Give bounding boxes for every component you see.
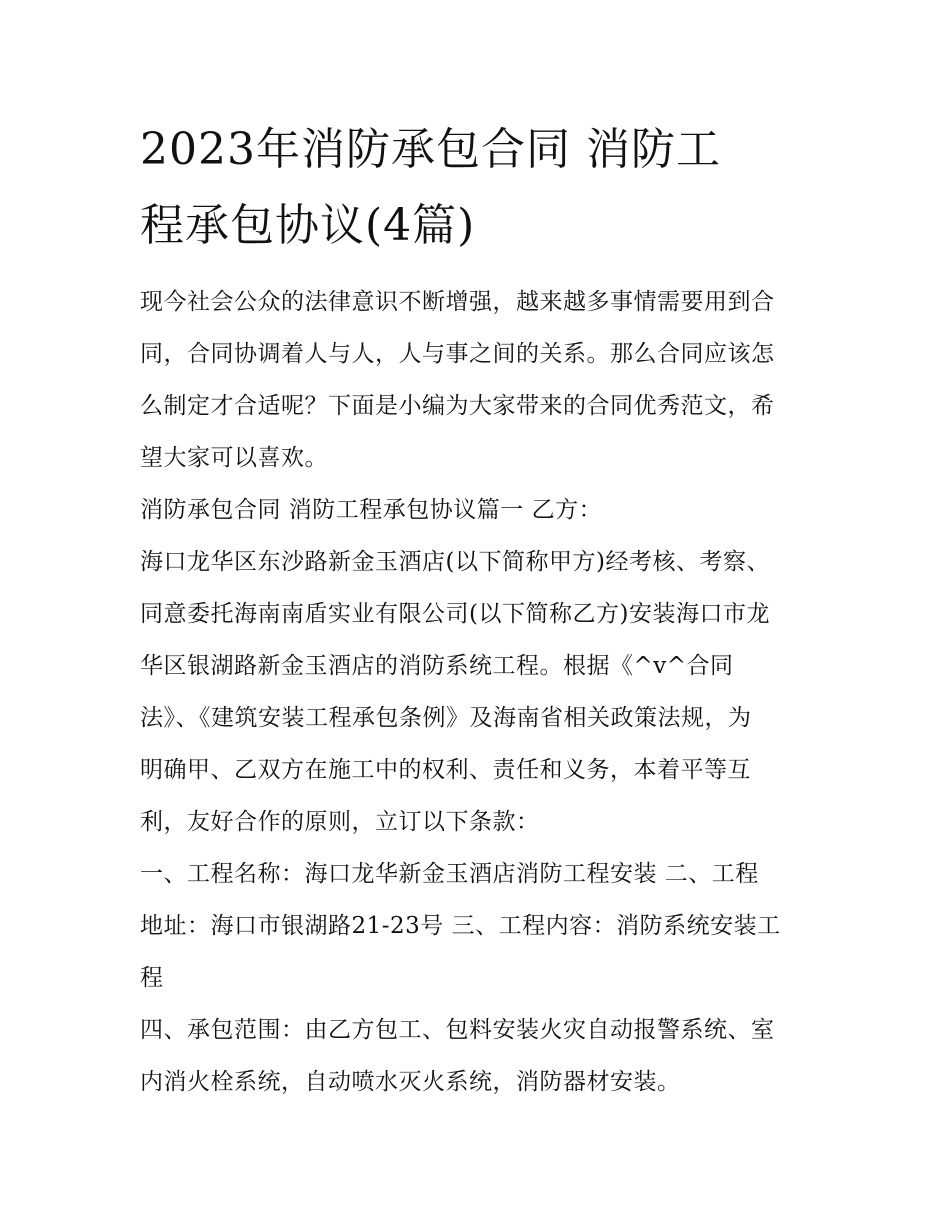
- text-line: 同，合同协调着人与人，人与事之间的关系。那么合同应该怎: [140, 341, 775, 367]
- title-line-2: 程承包协议(4篇): [140, 200, 476, 251]
- text-line: 程: [140, 965, 164, 991]
- text-line: 同意委托海南南盾实业有限公司(以下简称乙方)安装海口市龙: [140, 601, 770, 627]
- intro-paragraph: [140, 276, 815, 484]
- clauses-paragraph: [140, 848, 815, 1004]
- text-line: 望大家可以喜欢。: [140, 445, 328, 471]
- document-content: [140, 112, 815, 1108]
- scope-paragraph: [140, 1004, 815, 1108]
- text-line: 四、承包范围：由乙方包工、包料安装火灾自动报警系统、室: [140, 1017, 775, 1043]
- section-heading-paragraph: [140, 484, 815, 536]
- text-line: 海口龙华区东沙路新金玉酒店(以下简称甲方)经考核、考察、: [140, 549, 770, 575]
- text-line: 一、工程名称：海口龙华新金玉酒店消防工程安装 二、工程: [140, 861, 759, 887]
- text-line: 内消火栓系统，自动喷水灭火系统，消防器材安装。: [140, 1069, 681, 1095]
- text-line: 地址：海口市银湖路21-23号 三、工程内容：消防系统安装工: [140, 913, 781, 939]
- preamble-paragraph: [140, 536, 815, 848]
- text-line: 华区银湖路新金玉酒店的消防系统工程。根据《^v^合同: [140, 653, 734, 679]
- text-line: 明确甲、乙双方在施工中的权利、责任和义务，本着平等互: [140, 757, 751, 783]
- text-line: 利，友好合作的原则，立订以下条款：: [140, 809, 540, 835]
- title-line-1: 2023年消防承包合同 消防工: [140, 124, 721, 175]
- text-line: 法》、《建筑安装工程承包条例》及海南省相关政策法规，为: [140, 705, 752, 731]
- text-line: 消防承包合同 消防工程承包协议篇一 乙方：: [140, 497, 603, 523]
- text-line: 么制定才合适呢？下面是小编为大家带来的合同优秀范文，希: [140, 393, 775, 419]
- text-line: 现今社会公众的法律意识不断增强，越来越多事情需要用到合: [140, 289, 775, 315]
- document-title: [140, 112, 815, 264]
